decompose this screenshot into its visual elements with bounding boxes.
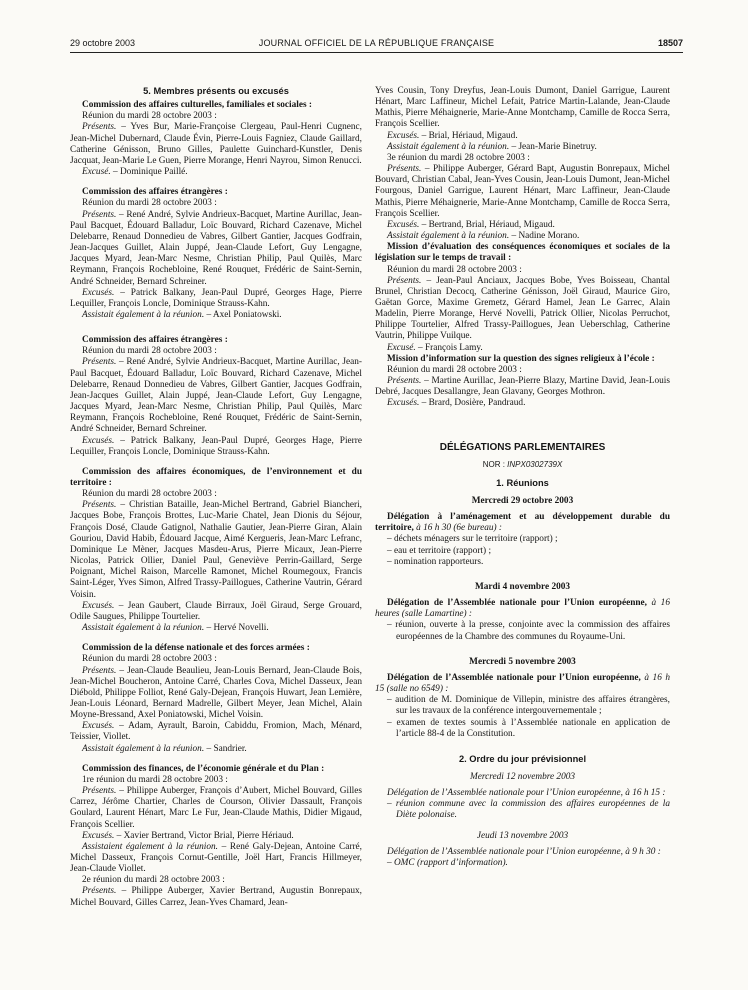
- delegation-entry: Délégation de l’Assemblée nationale pour l’Union européenne, à 16 heures (salle Lamartine) :: [375, 598, 670, 620]
- agenda-item: – réunion commune avec la commission des affaires européennes de la Diète polonaise.: [387, 799, 670, 821]
- also-attending: Assistait également à la réunion. – Nadine Morano.: [387, 231, 580, 242]
- attendees: Présents. – Jean-Claude Beaulieu, Jean-Louis Bernard, Jean-Claude Bois, Jean-Michel Boucheron, Antoine Carré, Charles Cova, Michel Dasseux, Jean Diébold, Philippe Folliot, René Galy-Dejean, François Huwart, Jean Lemière, Jean-Louis Léonard, Bernard Madrelle, Gilbert Meyer, Jean Michel, Alain Moyne-Bressand, Axel Poniatowski, Michel Voisin.: [70, 665, 362, 721]
- agenda-item: – eau et territoire (rapport) ;: [387, 545, 492, 556]
- issue-date: 29 octobre 2003: [70, 38, 136, 48]
- excused: Excusés. – Brial, Hériaud, Migaud.: [387, 130, 518, 141]
- excused: Excusés. – Adam, Ayrault, Baroin, Cabiddu, Fromion, Mach, Ménard, Teissier, Viollet.: [70, 721, 363, 743]
- date-heading: Mardi 4 novembre 2003: [474, 581, 571, 592]
- meeting-line: Réunion du mardi 28 octobre 2003 :: [387, 364, 522, 375]
- also-attending: Assistait également à la réunion. – Sandrier.: [82, 743, 247, 754]
- page-number: 18507: [657, 38, 683, 48]
- committee-title: Commission des affaires étrangères :: [82, 335, 228, 346]
- page-header: [70, 38, 683, 52]
- meeting-line: Réunion du mardi 28 octobre 2003 :: [82, 111, 217, 122]
- committee-block: [70, 643, 362, 755]
- agenda-list: [375, 799, 670, 821]
- committee-title: Commission des affaires culturelles, familiales et sociales :: [82, 100, 312, 111]
- excused: Excusés. – Xavier Bertrand, Victor Brial, Pierre Hériaud.: [82, 830, 294, 841]
- meeting-line: 1re réunion du mardi 28 octobre 2003 :: [82, 774, 228, 785]
- committee-block: [70, 467, 362, 634]
- mission-block: [375, 242, 670, 354]
- delegation-entry: Délégation de l’Assemblée nationale pour l’Union européenne, à 9 h 30 :: [387, 846, 661, 857]
- also-attending: Assistait également à la réunion. – Hervé Novelli.: [82, 623, 269, 634]
- attendees-continued: Yves Cousin, Tony Dreyfus, Jean-Louis Dumont, Daniel Garrigue, Laurent Hénart, Marc Laffineur, Michel Lefait, Patrice Martin-Lalande, Jean-Claude Mathis, Pierre Méhaignerie, Marie-Anne Montchamp, Camille de Rocca Serra, François Scellier.: [375, 86, 670, 130]
- mission-title: Mission d’évaluation des conséquences économiques et sociales de la législation sur le temps de travail :: [375, 242, 670, 264]
- agenda-list: [375, 534, 670, 567]
- excused: Excusé. – Dominique Paillé.: [82, 167, 188, 178]
- also-attending: Assistait également à la réunion. – Axel Poniatowski.: [82, 309, 282, 320]
- excused: Excusés. – Patrick Balkany, Jean-Paul Dupré, Georges Hage, Pierre Lequiller, François Loncle, Dominique Strauss-Kahn.: [70, 287, 362, 309]
- committee-title: Commission des affaires étrangères :: [82, 187, 228, 198]
- agenda-item: – réunion, ouverte à la presse, conjointe avec la commission des affaires européennes de la Chambre des communes du Royaume-Uni.: [387, 620, 670, 642]
- date-heading: Mercredi 29 octobre 2003: [471, 496, 574, 506]
- excused: Excusés. – Jean Gaubert, Claude Birraux, Joël Giraud, Serge Grouard, Odile Saugues, Philippe Tourtelier.: [70, 600, 362, 622]
- right-column: [375, 86, 670, 869]
- also-attending: Assistaient également à la réunion. – René Galy-Dejean, Antoine Carré, Michel Dasseux, François Cornut-Gentille, Joël Hart, Francis Hillmeyer, Jean-Claude Viollet.: [70, 841, 362, 875]
- attendees: Présents. – Philippe Auberger, Xavier Bertrand, Augustin Bonrepaux, Michel Bouvard, Gilles Carrez, Jean-Yves Chamard, Jean-: [70, 886, 362, 908]
- delegation-entry: Délégation à l’aménagement et au développement durable du territoire, à 16 h 30 (6e bureau) :: [375, 512, 670, 534]
- also-attending: Assistait également à la réunion. – Jean-Marie Binetruy.: [387, 141, 597, 152]
- reunions-heading: 1. Réunions: [496, 477, 549, 488]
- meeting-line: Réunion du mardi 28 octobre 2003 :: [82, 198, 217, 209]
- excused: Excusés. – Brard, Dosière, Pandraud.: [387, 398, 526, 409]
- meeting-line: Réunion du mardi 28 octobre 2003 :: [82, 346, 217, 357]
- agenda-item: – OMC (rapport d’information).: [387, 857, 508, 868]
- agenda-item: – nomination rapporteurs.: [387, 556, 484, 567]
- agenda-item: – audition de M. Dominique de Villepin, ministre des affaires étrangères, sur les travaux de la conférence intergouvernementale ;: [387, 695, 670, 717]
- committee-block: [70, 764, 362, 909]
- attendees: Présents. – Christian Bataille, Jean-Michel Bertrand, Gabriel Biancheri, Jacques Bobe, François Brottes, Luc-Marie Chatel, Jean Dionis du Séjour, François Dosé, Claude Gatignol, Nathalie Gautier, Jean-Pierre Giran, Alain Gouriou, David Habib, Édouard Jacque, Aimé Kergueris, Jean-Marc Lefranc, Dominique Le Mèner, Jacques Masdeu-Arus, Pierre Micaux, Jean-Pierre Nicolas, Patrick Ollier, Daniel Paul, Geneviève Perrin-Gaillard, Serge Poignant, Michel Raison, Marcelle Ramonet, Michel Roumegoux, Francis Saint-Léger, Yves Simon, Alfred Trassy-Paillogues, Catherine Vautrin, Gérard Voisin.: [70, 500, 362, 600]
- attendees: Présents. – Yves Bur, Marie-Françoise Clergeau, Paul-Henri Cugnenc, Jean-Michel Dubernard, Claude Évin, Pierre-Louis Fagniez, Claude Gaillard, Catherine Génisson, Bruno Gilles, Paulette Guinchard-Kunstler, Denis Jacquat, Jean-Marie Le Guen, Pierre Morange, Henri Nayrou, Simon Renucci.: [70, 122, 362, 166]
- date-heading: Jeudi 13 novembre 2003: [476, 830, 569, 841]
- header-rule: [70, 52, 683, 53]
- attendees: Présents. – Martine Aurillac, Jean-Pierre Blazy, Martine David, Jean-Louis Debré, Jacques Desallangre, Jean Glavany, Georges Mothron.: [375, 376, 670, 398]
- date-heading: Mercredi 12 novembre 2003: [469, 771, 576, 782]
- agenda-list: [375, 695, 670, 740]
- committee-block: [70, 187, 362, 321]
- date-heading: Mercredi 5 novembre 2003: [469, 656, 576, 667]
- excused: Excusés. – Patrick Balkany, Jean-Paul Dupré, Georges Hage, Pierre Lequiller, François Loncle, Dominique Strauss-Kahn.: [70, 435, 362, 457]
- mission-title: Mission d’information sur la question des signes religieux à l’école :: [387, 353, 655, 364]
- committee-title: Commission de la défense nationale et des forces armées :: [82, 643, 310, 654]
- nor-reference: NOR : INPX0302739X: [482, 459, 563, 469]
- attendees: Présents. – Philippe Auberger, Gérard Bapt, Augustin Bonrepaux, Michel Bouvard, Christian Cabal, Jean-Yves Cousin, Jean-Louis Dumont, Jean-Michel Fourgous, Daniel Garrigue, Laurent Hénart, Marc Laffineur, Jean-Claude Mathis, Pierre Méhaignerie, Marie-Anne Montchamp, Camille de Rocca Serra, François Scellier.: [375, 164, 670, 219]
- meeting-line: Réunion du mardi 28 octobre 2003 :: [82, 654, 217, 665]
- mission-block: [375, 354, 670, 410]
- attendees: Présents. – Philippe Auberger, François d’Aubert, Michel Bouvard, Gilles Carrez, Jérôme Chartier, Charles de Courson, Olivier Dassault, François Goulard, Laurent Hénart, Marc Le Fur, Jean-Claude Mathis, Didier Migaud, François Scellier.: [70, 786, 362, 830]
- section-heading: 5. Membres présents ou excusés: [143, 86, 289, 96]
- attendees: Présents. – René André, Sylvie Andrieux-Bacquet, Martine Aurillac, Jean-Paul Bacquet, Édouard Balladur, Loïc Bouvard, Richard Cazenave, Michel Delebarre, Renaud Donnedieu de Vabres, Gilbert Gantier, Jacques Godfrain, Jean-Jacques Guillet, Alain Juppé, Jean-Claude Lefort, Guy Lengagne, Jacques Myard, Jean-Marc Nesme, Christian Philip, Paul Quilès, Marc Reymann, François Rochebloine, René Rouquet, Frédéric de Saint-Sernin, André Schneider, Bernard Schreiner.: [70, 209, 363, 287]
- agenda-list: [375, 858, 670, 869]
- excused: Excusés. – Bertrand, Brial, Hériaud, Migaud.: [387, 219, 555, 230]
- attendees: Présents. – Jean-Paul Anciaux, Jacques Bobe, Yves Boisseau, Chantal Brunel, Christian Decocq, Catherine Génisson, Joël Giraud, Maurice Giro, Gaëtan Gorce, Maxime Gremetz, Gérard Hamel, Jean Le Garrec, Alain Madelin, Pierre Morange, Hervé Novelli, Patrick Ollier, Nicolas Perruchot, Philippe Tourtelier, Alfred Trassy-Paillogues, Jean Ueberschlag, Catherine Vautrin, Philippe Vuilque.: [375, 275, 670, 342]
- attendees: Présents. – René André, Sylvie Andrieux-Bacquet, Martine Aurillac, Jean-Paul Bacquet, Édouard Balladur, Loïc Bouvard, Richard Cazenave, Michel Delebarre, Renaud Donnedieu de Vabres, Gilbert Gantier, Jacques Godfrain, Jean-Jacques Guillet, Alain Juppé, Jean-Claude Lefort, Guy Lengagne, Jacques Myard, Jean-Marc Nesme, Christian Philip, Paul Quilès, Marc Reymann, François Rochebloine, René Rouquet, Frédéric de Saint-Sernin, André Schneider, Bernard Schreiner.: [70, 357, 363, 435]
- meeting-line: 2e réunion du mardi 28 octobre 2003 :: [82, 875, 225, 886]
- excused: Excusé. – François Lamy.: [387, 342, 483, 353]
- journal-title: JOURNAL OFFICIEL DE LA RÉPUBLIQUE FRANÇAISE: [258, 38, 495, 48]
- agenda-item: – examen de textes soumis à l’Assemblée nationale en application de l’article 88-4 de la Constitution.: [387, 717, 670, 739]
- meeting-line: 3e réunion du mardi 28 octobre 2003 :: [387, 152, 530, 163]
- agenda-list: [375, 620, 670, 642]
- agenda-item: – déchets ménagers sur le territoire (rapport) ;: [387, 534, 558, 545]
- committee-block: [70, 100, 362, 178]
- left-column: [70, 86, 362, 909]
- meeting-line: Réunion du mardi 28 octobre 2003 :: [387, 264, 522, 275]
- ordre-heading: 2. Ordre du jour prévisionnel: [458, 753, 587, 764]
- committee-title: Commission des affaires économiques, de l’environnement et du territoire :: [70, 466, 362, 488]
- committee-block: [70, 335, 362, 458]
- meeting-line: Réunion du mardi 28 octobre 2003 :: [82, 489, 217, 500]
- delegation-entry: Délégation de l’Assemblée nationale pour l’Union européenne, à 16 h 15 :: [387, 788, 666, 799]
- delegations-heading: DÉLÉGATIONS PARLEMENTAIRES: [439, 441, 606, 453]
- delegation-entry: Délégation de l’Assemblée nationale pour l’Union européenne, à 16 h 15 (salle no 6549) :: [375, 672, 670, 695]
- committee-title: Commission des finances, de l’économie générale et du Plan :: [82, 763, 325, 774]
